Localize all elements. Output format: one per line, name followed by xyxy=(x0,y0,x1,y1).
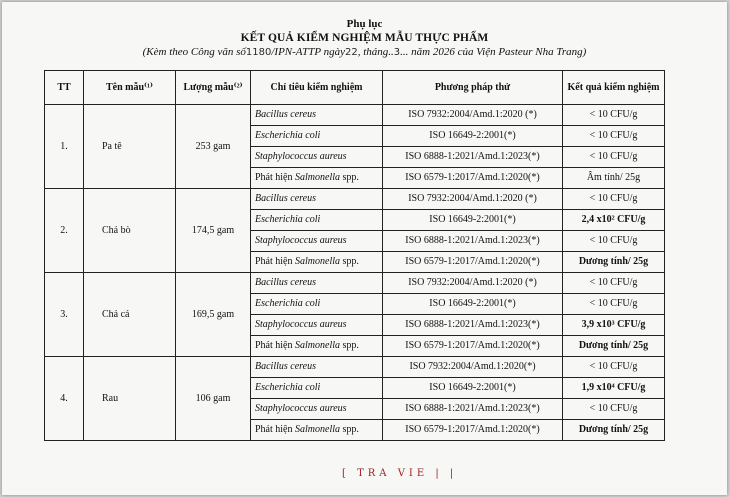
sample-amount: 169,5 gam xyxy=(176,273,251,357)
header-indicator: Chỉ tiêu kiểm nghiệm xyxy=(251,71,383,105)
table-header-row xyxy=(45,71,665,105)
sample-amount: 174,5 gam xyxy=(176,189,251,273)
test-indicator: Escherichia coli xyxy=(251,378,383,399)
test-indicator: Escherichia coli xyxy=(251,294,383,315)
header-tt: TT xyxy=(45,71,84,105)
appendix-label: Phụ lục xyxy=(346,18,383,30)
test-result: < 10 CFU/g xyxy=(563,399,665,420)
test-indicator: Bacillus cereus xyxy=(251,357,383,378)
header-result: Kết quả kiểm nghiệm xyxy=(563,71,665,105)
sample-name: Chả cá xyxy=(84,273,176,357)
test-result: Dương tính/ 25g xyxy=(563,336,665,357)
test-method: ISO 16649-2:2001(*) xyxy=(383,210,563,231)
test-result: < 10 CFU/g xyxy=(563,126,665,147)
test-method: ISO 6888-1:2021/Amd.1:2023(*) xyxy=(383,147,563,168)
test-method: ISO 6579-1:2017/Amd.1:2020(*) xyxy=(383,168,563,189)
test-method: ISO 6888-1:2021/Amd.1:2023(*) xyxy=(383,231,563,252)
test-method: ISO 16649-2:2001(*) xyxy=(383,378,563,399)
test-result: < 10 CFU/g xyxy=(563,273,665,294)
sample-name: Rau xyxy=(84,357,176,441)
test-method: ISO 7932:2004/Amd.1:2020 (*) xyxy=(383,189,563,210)
test-result: Dương tính/ 25g xyxy=(563,420,665,441)
test-result: 2,4 x10² CFU/g xyxy=(563,210,665,231)
test-method: ISO 6579-1:2017/Amd.1:2020(*) xyxy=(383,336,563,357)
test-method: ISO 7932:2004/Amd.1:2020 (*) xyxy=(383,273,563,294)
test-indicator: Bacillus cereus xyxy=(251,189,383,210)
test-indicator: Phát hiện Salmonella spp. xyxy=(251,252,383,273)
header-sample-amount: Lượng mẫu⁽²⁾ xyxy=(176,71,251,105)
results-table xyxy=(44,70,665,441)
test-indicator: Escherichia coli xyxy=(251,126,383,147)
sample-name: Chả bò xyxy=(84,189,176,273)
test-indicator: Phát hiện Salmonella spp. xyxy=(251,336,383,357)
test-result: Âm tính/ 25g xyxy=(563,168,665,189)
test-method: ISO 6579-1:2017/Amd.1:2020(*) xyxy=(383,252,563,273)
test-method: ISO 16649-2:2001(*) xyxy=(383,126,563,147)
sample-amount: 253 gam xyxy=(176,105,251,189)
test-indicator: Bacillus cereus xyxy=(251,273,383,294)
test-method: ISO 6579-1:2017/Amd.1:2020(*) xyxy=(383,420,563,441)
test-result: 3,9 x10³ CFU/g xyxy=(563,315,665,336)
test-result: < 10 CFU/g xyxy=(563,147,665,168)
test-method: ISO 16649-2:2001(*) xyxy=(383,294,563,315)
stamp-mark: [ TRA VIE | | xyxy=(342,468,458,479)
test-result: < 10 CFU/g xyxy=(563,105,665,126)
test-method: ISO 6888-1:2021/Amd.1:2023(*) xyxy=(383,315,563,336)
table-row xyxy=(45,105,665,126)
header-sample-name: Tên mẫu⁽¹⁾ xyxy=(84,71,176,105)
table-row xyxy=(45,273,665,294)
handwritten-day: 22 xyxy=(345,47,358,58)
header-method: Phương pháp thử xyxy=(383,71,563,105)
handwritten-month: 3 xyxy=(393,47,401,58)
test-indicator: Staphylococcus aureus xyxy=(251,147,383,168)
test-result: 1,9 x10⁴ CFU/g xyxy=(563,378,665,399)
sample-number: 4. xyxy=(45,357,84,441)
table-row xyxy=(45,189,665,210)
test-indicator: Phát hiện Salmonella spp. xyxy=(251,168,383,189)
sample-name: Pa tê xyxy=(84,105,176,189)
test-indicator: Staphylococcus aureus xyxy=(251,315,383,336)
document-title: KẾT QUẢ KIỂM NGHIỆM MẪU THỰC PHẨM xyxy=(240,32,489,44)
test-result: Dương tính/ 25g xyxy=(563,252,665,273)
sample-number: 2. xyxy=(45,189,84,273)
test-indicator: Escherichia coli xyxy=(251,210,383,231)
sample-number: 3. xyxy=(45,273,84,357)
test-result: < 10 CFU/g xyxy=(563,231,665,252)
table-body xyxy=(45,105,665,441)
sample-number: 1. xyxy=(45,105,84,189)
document-reference: (Kèm theo Công văn số1180/IPN-ATTP ngày22, tháng..3... năm 2026 của Viện Pasteur Nha Trang) xyxy=(142,46,587,58)
test-result: < 10 CFU/g xyxy=(563,294,665,315)
document-page xyxy=(2,2,727,495)
test-indicator: Bacillus cereus xyxy=(251,105,383,126)
test-result: < 10 CFU/g xyxy=(563,189,665,210)
test-method: ISO 6888-1:2021/Amd.1:2023(*) xyxy=(383,399,563,420)
test-method: ISO 7932:2004/Amd.1:2020 (*) xyxy=(383,105,563,126)
table-row xyxy=(45,357,665,378)
sample-amount: 106 gam xyxy=(176,357,251,441)
test-indicator: Staphylococcus aureus xyxy=(251,231,383,252)
test-method: ISO 7932:2004/Amd.1:2020(*) xyxy=(383,357,563,378)
handwritten-number: 1180 xyxy=(245,47,272,58)
test-indicator: Phát hiện Salmonella spp. xyxy=(251,420,383,441)
test-indicator: Staphylococcus aureus xyxy=(251,399,383,420)
test-result: < 10 CFU/g xyxy=(563,357,665,378)
